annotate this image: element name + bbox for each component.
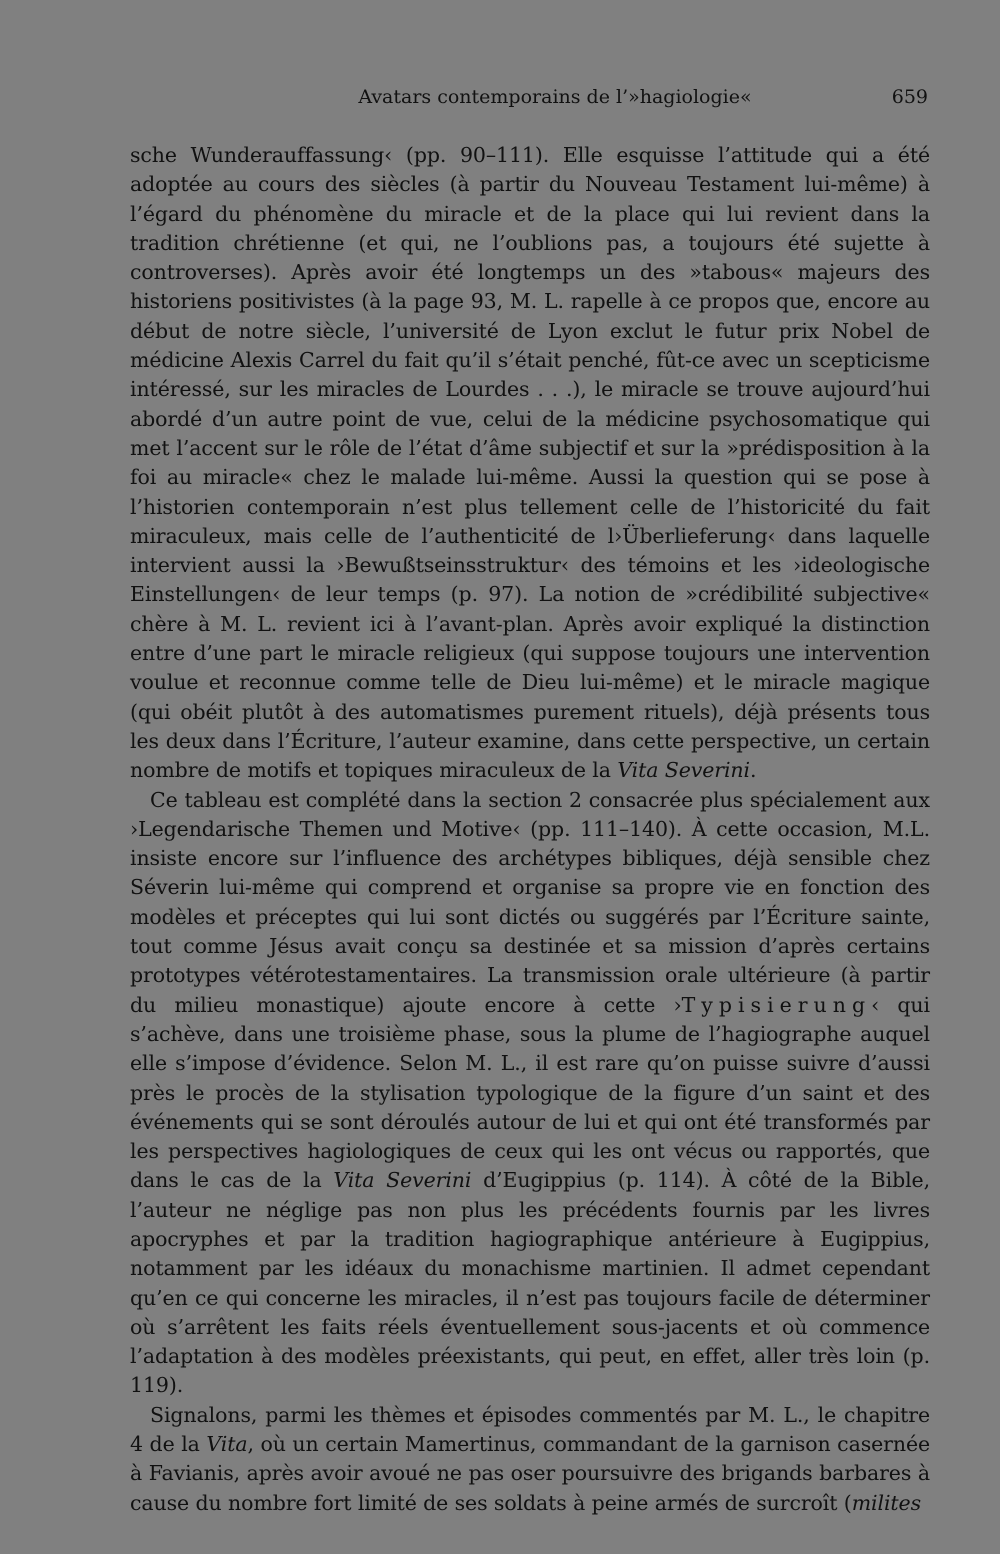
paragraph <box>130 1401 930 1518</box>
body-text <box>130 141 930 1518</box>
text-run: . <box>750 758 757 783</box>
italic-latin: milites <box>851 1490 922 1515</box>
italic-title: Vita <box>206 1432 248 1457</box>
running-title: Avatars contemporains de l’»hagiologie« <box>358 86 752 108</box>
spaced-term: Typisierung <box>681 992 872 1017</box>
text-run: sche Wunderauffassung‹ (pp. 90–111). Elle esquisse l’attitude qui a été adoptée au cours des siècles (à partir du Nouveau Testament lui-même) à l’égard du phénomène du miracle et de la place qui lui revient dans la tradition chrétienne (et qui, ne l’oublions pas, a toujours été sujette à controverses). Après avoir été longtemps un des »tabous« majeurs des historiens positivistes (à la page 93, M. L. rapelle à ce propos que, encore au début de notre siècle, l’université de Lyon exclut le futur prix Nobel de médicine Alexis Carrel du fait qu’il s’était penché, fût-ce avec un scepticisme intéressé, sur les miracles de Lourdes . . .), le miracle se trouve aujourd’hui abordé d’un autre point de vue, celui de la médicine psychosomatique qui met l’accent sur le rôle de l’état d’âme subjectif et sur la »prédisposition à la foi au miracle« chez le malade lui-même. Aussi la question qui se pose à l’historien contemporain n’est plus tellement celle de l’historicité du fait miraculeux, mais celle de l’authenticité de l›Überlieferung‹ dans laquelle intervient aussi la ›Bewußtseinsstruktur‹ des témoins et les ›ideologische Einstellungen‹ de leur temps (p. 97). La notion de »crédibilité subjective« chère à M. L. revient ici à l’avant-plan. Après avoir expliqué la distinction entre d’une part le miracle religieux (qui suppose toujours une intervention voulue et reconnue comme telle de Dieu lui-même) et le miracle magique (qui obéit plutôt à des automatismes purement rituels), déjà présents tous les deux dans l’Écriture, l’auteur examine, dans cette perspective, un certain nombre de motifs et topiques miraculeux de la <box>130 143 930 783</box>
running-head <box>130 86 930 116</box>
text-run: , où un certain Mamertinus, commandant de la garnison casernée à Favianis, après avoir avoué ne pas oser poursuivre des brigands barbares à cause du nombre fort limité de ses soldats à peine armés de surcroît ( <box>130 1432 931 1515</box>
text-run: Signalons, parmi les thèmes et épisodes commentés par M. L., le chapitre 4 de la <box>130 1402 930 1457</box>
italic-title: Vita Severini <box>333 1168 472 1193</box>
paragraph <box>130 786 930 1401</box>
page-number: 659 <box>891 86 928 108</box>
italic-title: Vita Severini <box>617 758 750 783</box>
text-run: ‹ qui s’achève, dans une troisième phase, sous la plume de l’hagiographe auquel elle s’impose d’évidence. Selon M. L., il est rare qu’on puisse suivre d’aussi près le procès de la stylisation typologique de la figure d’un saint et des événements qui se sont déroulés autour de lui et qui ont été transformés par les perspectives hagiologiques de ceux qui les ont vécus ou rapportés, que dans le cas de la <box>130 992 930 1193</box>
text-run: d’Eugippius (p. 114). À côté de la Bible, l’auteur ne néglige pas non plus les précédents fournis par les livres apocryphes et par la tradition hagiographique antérieure à Eugippius, notamment par les idéaux du monachisme martinien. Il admet cependant qu’en ce qui concerne les miracles, il n’est pas toujours facile de déterminer où s’arrêtent les faits réels éventuellement sous-jacents et où commence l’adaptation à des modèles préexistants, qui peut, en effet, aller très loin (p. 119). <box>130 1168 931 1398</box>
text-run: Ce tableau est complété dans la section 2 consacrée plus spécialement aux ›Legendarische Themen und Motive‹ (pp. 111–140). À cette occasion, M.L. insiste encore sur l’influence des archétypes bibliques, déjà sensible chez Séverin lui-même qui comprend et organise sa propre vie en fonction des modèles et préceptes qui lui sont dictés ou suggérés par l’Écriture sainte, tout comme Jésus avait conçu sa destinée et sa mission d’après certains prototypes vétérotestamentaires. La transmission orale ultérieure (à partir du milieu monastique) ajoute encore à cette › <box>130 787 930 1017</box>
paragraph <box>130 141 930 786</box>
